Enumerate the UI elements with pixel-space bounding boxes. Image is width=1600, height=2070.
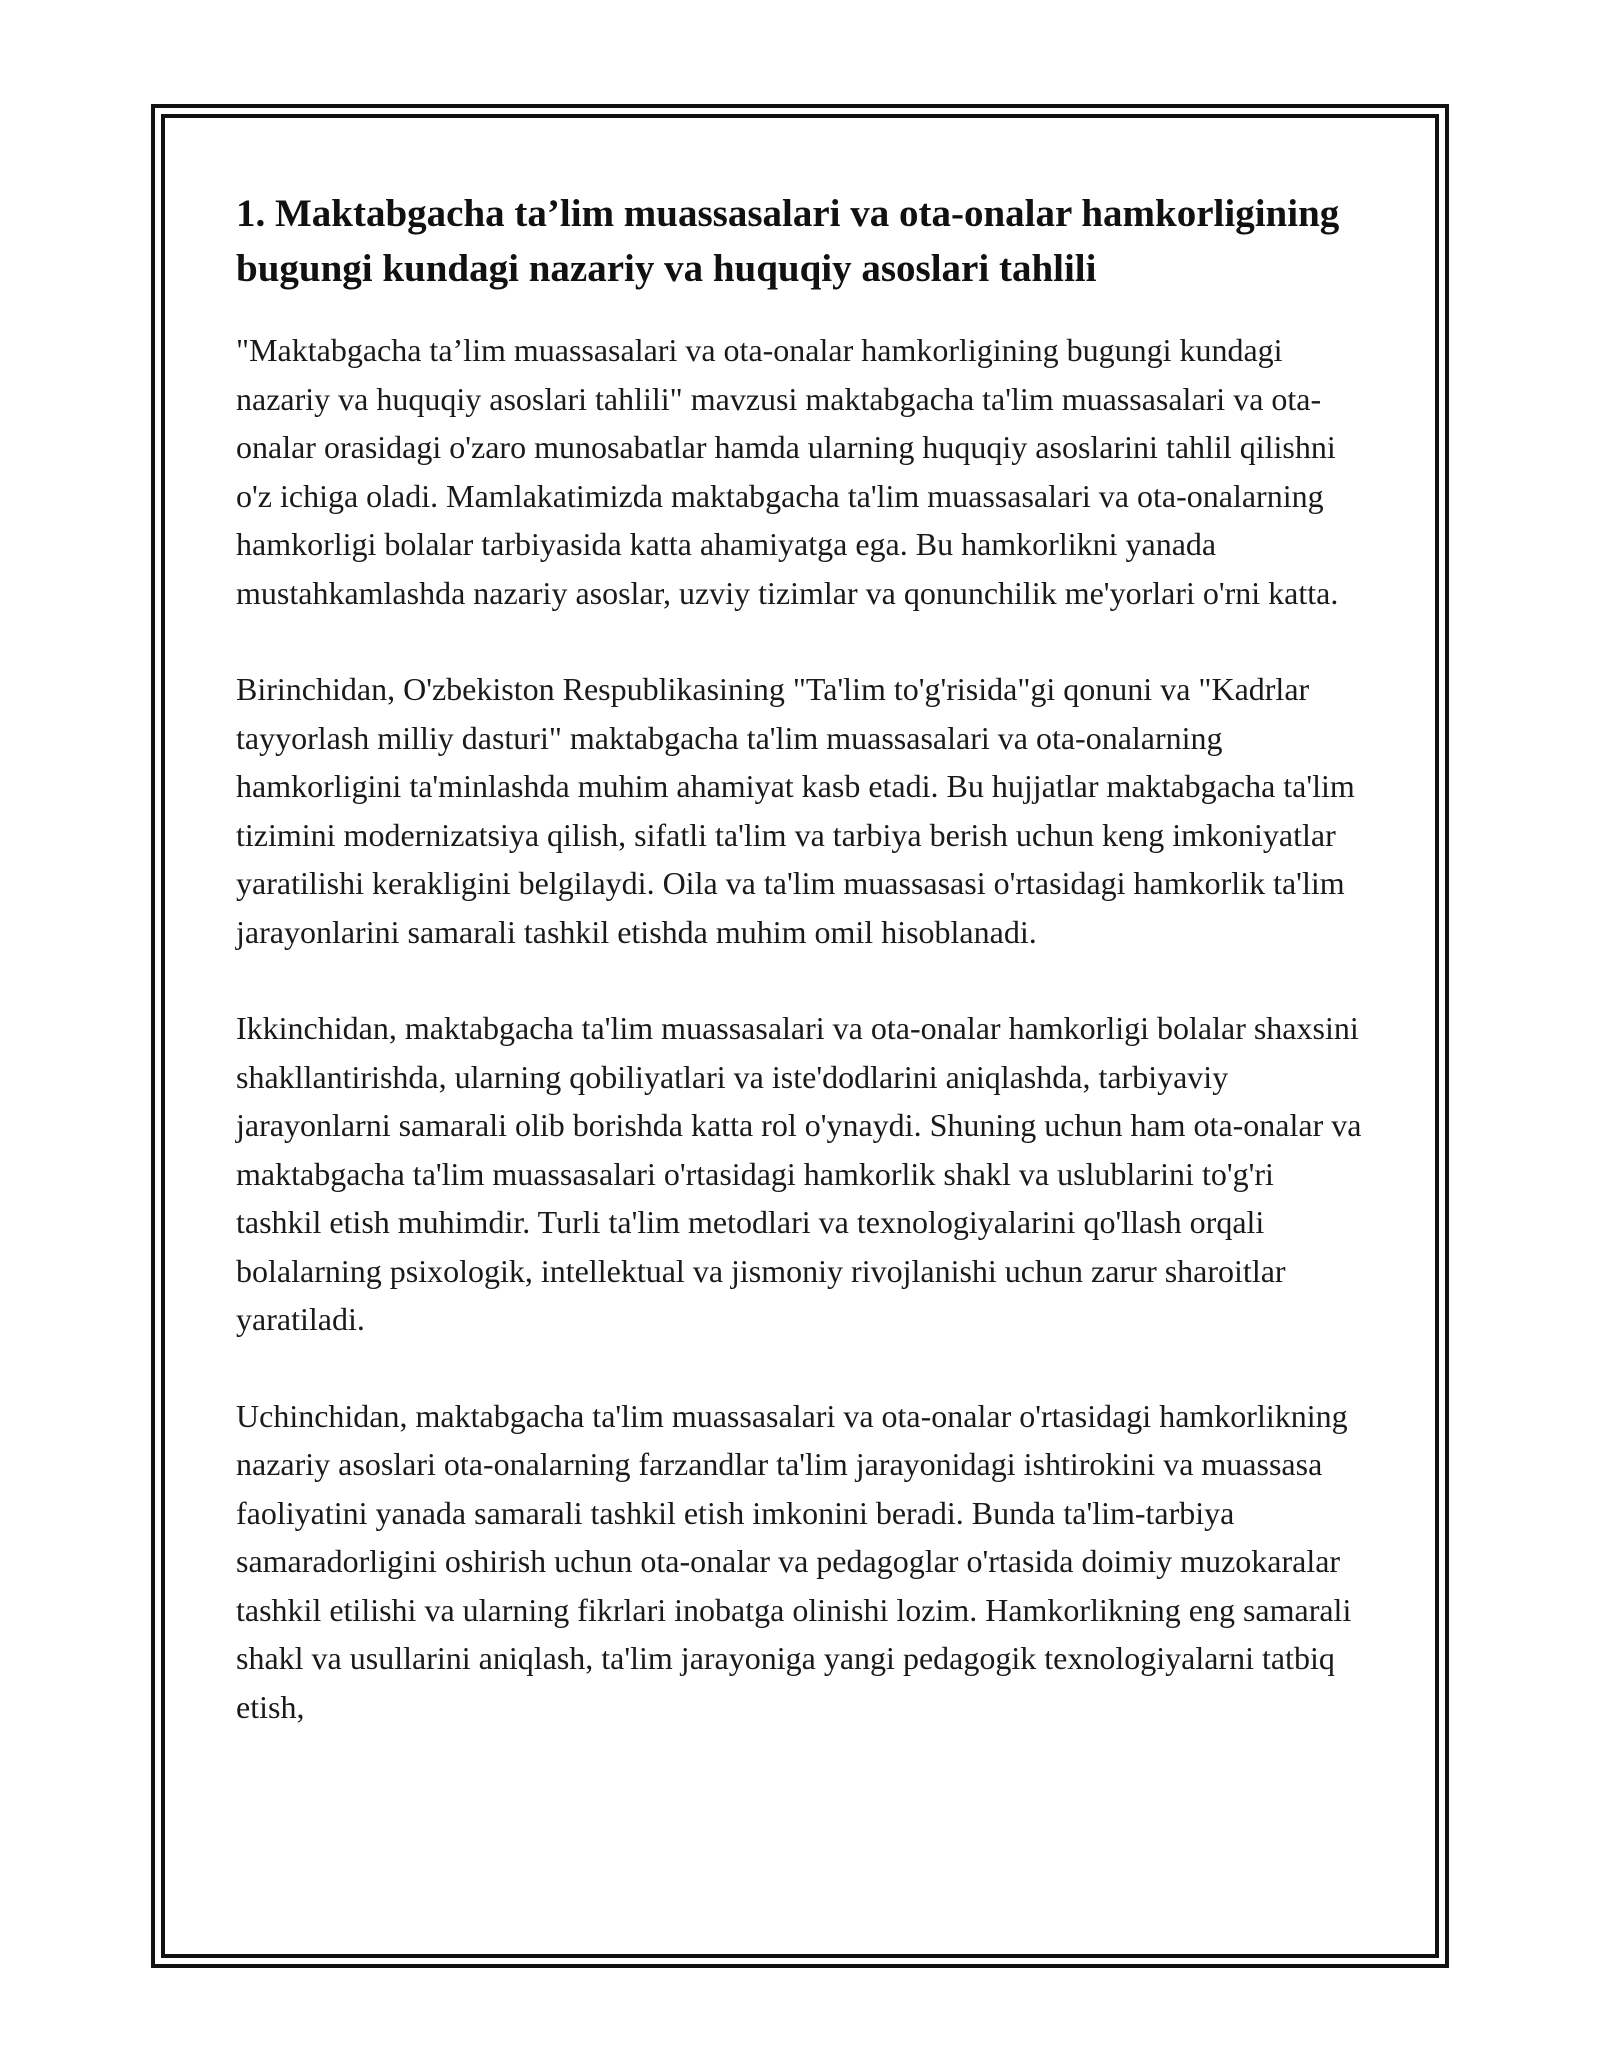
paragraph-intro: "Maktabgacha ta’lim muassasalari va ota-onalar hamkorligining bugungi kundagi nazariy va huquqiy asoslari tahlili" mavzusi maktabgacha ta'lim muassasalari va ota-onalar orasidagi o'zaro munosabatlar hamda ularning huquqiy asoslarini tahlil qilishni o'z ichiga oladi. Mamlakatimizda maktabgacha ta'lim muassasalari va ota-onalarning hamkorligi bolalar tarbiyasida katta ahamiyatga ega. Bu hamkorlikni yanada mustahkamlashda nazariy asoslar, uzviy tizimlar va qonunchilik me'yorlari o'rni katta. <box>236 332 1339 611</box>
section-heading: 1. Maktabgacha ta’lim muassasalari va ota-onalar hamkorligining bugungi kundagi nazariy va huquqiy asoslari tahlili <box>236 192 1340 290</box>
paragraph-third: Uchinchidan, maktabgacha ta'lim muassasalari va ota-onalar o'rtasidagi hamkorlikning nazariy asoslari ota-onalarning farzandlar ta'lim jarayonidagi ishtirokini va muassasa faoliyatini yanada samarali tashkil etish imkonini beradi. Bunda ta'lim-tarbiya samaradorligini oshirish uchun ota-onalar va pedagoglar o'rtasida doimiy muzokaralar tashkil etilishi va ularning fikrlari inobatga olinishi lozim. Hamkorlikning eng samarali shakl va usullarini aniqlash, ta'lim jarayoniga yangi pedagogik texnologiyalarni tatbiq etish, <box>236 1397 1352 1725</box>
page-content <box>236 186 1366 1731</box>
paragraph-first: Birinchidan, O'zbekiston Respublikasining "Ta'lim to'g'risida"gi qonuni va "Kadrlar tayyorlash milliy dasturi" maktabgacha ta'lim muassasalari va ota-onalarning hamkorligini ta'minlashda muhim ahamiyat kasb etadi. Bu hujjatlar maktabgacha ta'lim tizimini modernizatsiya qilish, sifatli ta'lim va tarbiya berish uchun keng imkoniyatlar yaratilishi kerakligini belgilaydi. Oila va ta'lim muassasasi o'rtasidagi hamkorlik ta'lim jarayonlarini samarali tashkil etishda muhim omil hisoblanadi. <box>236 671 1355 950</box>
paragraph-second: Ikkinchidan, maktabgacha ta'lim muassasalari va ota-onalar hamkorligi bolalar shaxsini shakllantirishda, ularning qobiliyatlari va iste'dodlarini aniqlashda, tarbiyaviy jarayonlarni samarali olib borishda katta rol o'ynaydi. Shuning uchun ham ota-onalar va maktabgacha ta'lim muassasalari o'rtasidagi hamkorlik shakl va uslublarini to'g'ri tashkil etish muhimdir. Turli ta'lim metodlari va texnologiyalarini qo'llash orqali bolalarning psixologik, intellektual va jismoniy rivojlanishi uchun zarur sharoitlar yaratiladi. <box>236 1010 1362 1337</box>
